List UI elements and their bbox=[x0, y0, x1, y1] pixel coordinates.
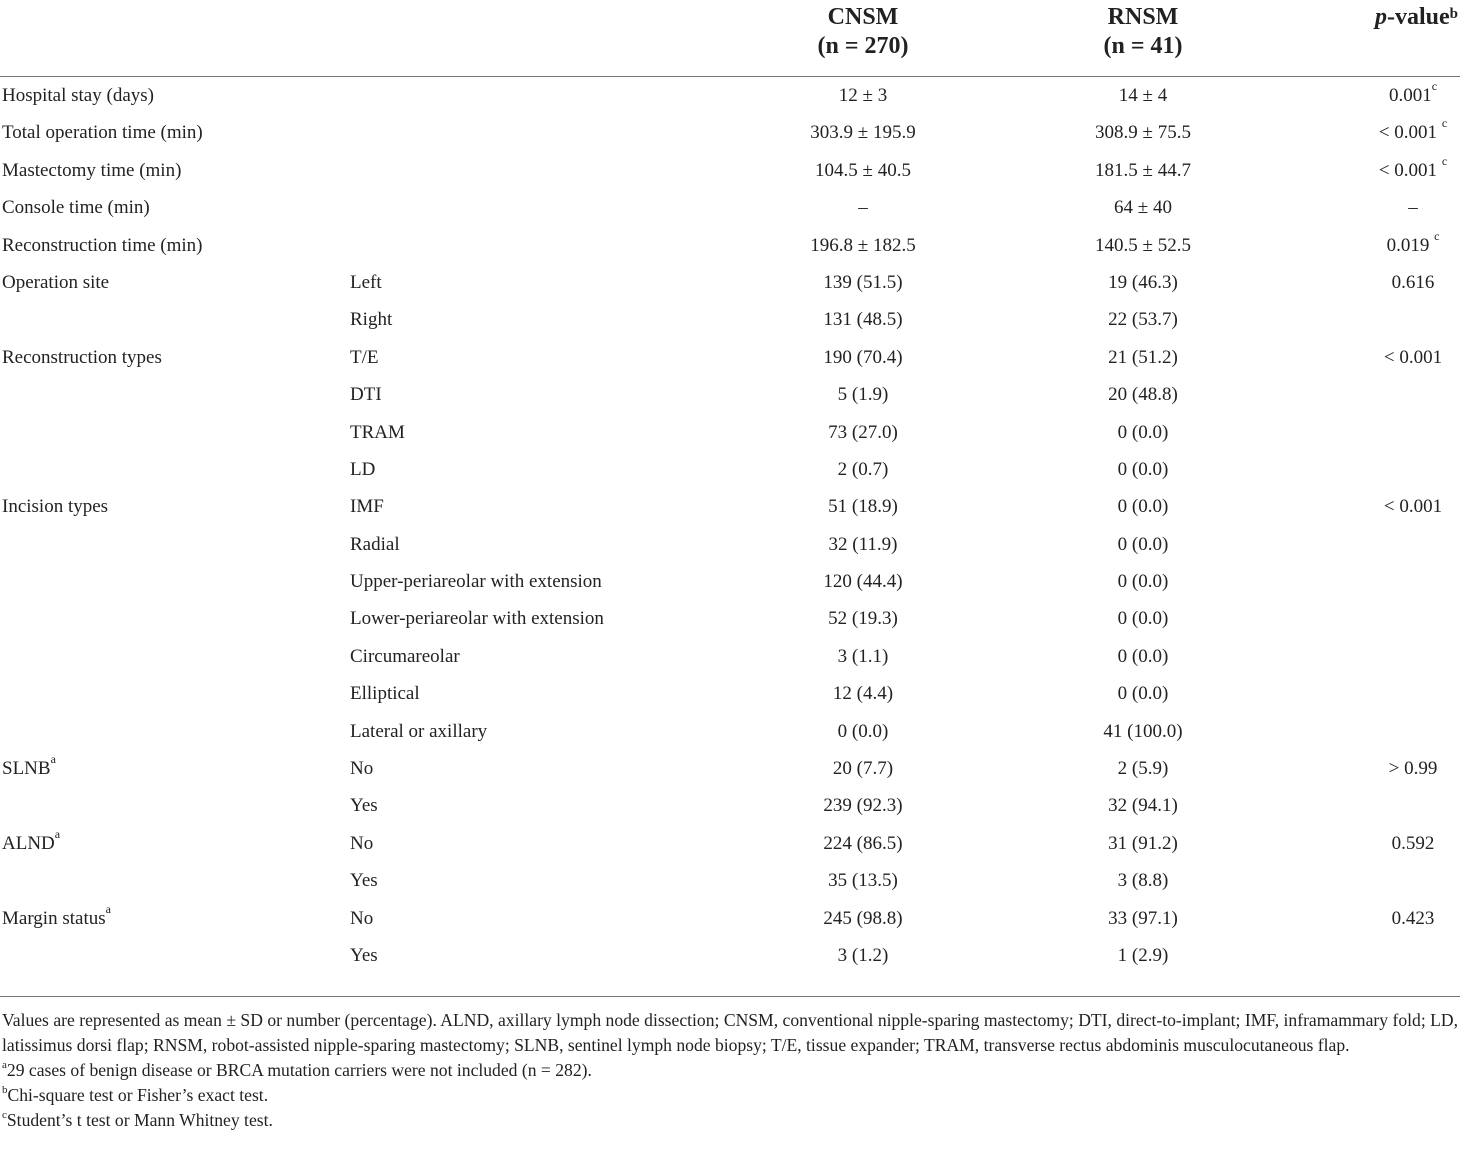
cell-rnsm: 1 (2.9) bbox=[1117, 944, 1169, 966]
cell-rnsm: 0 (0.0) bbox=[1117, 608, 1169, 630]
cell-rnsm: 0 (0.0) bbox=[1117, 683, 1169, 705]
footnote-c bbox=[2, 1108, 1458, 1133]
row-label bbox=[2, 825, 60, 862]
cell-rnsm: 0 (0.0) bbox=[1117, 421, 1169, 443]
row-subcategory: No bbox=[350, 758, 374, 780]
cell-p-value bbox=[1340, 189, 1460, 226]
row-label-text: Reconstruction time (min) bbox=[2, 234, 203, 256]
header-rnsm-n: (n = 41) bbox=[1103, 33, 1183, 59]
row-subcategory: Upper-periareolar with extension bbox=[350, 571, 602, 593]
row-label-text: Mastectomy time (min) bbox=[2, 159, 182, 181]
row-label-text: Console time (min) bbox=[2, 197, 150, 219]
cell-rnsm: 3 (8.8) bbox=[1117, 870, 1169, 892]
cell-p-text: < 0.001 bbox=[1383, 496, 1443, 518]
cell-cnsm: 0 (0.0) bbox=[837, 720, 889, 742]
table-row bbox=[0, 713, 1460, 750]
cell-p-text: 0.019 bbox=[1386, 234, 1435, 256]
row-subcategory: Elliptical bbox=[350, 683, 420, 705]
table-header bbox=[0, 0, 1460, 77]
footnote-a bbox=[2, 1058, 1458, 1083]
cell-rnsm: 0 (0.0) bbox=[1117, 533, 1169, 555]
cell-p-text: < 0.001 bbox=[1378, 159, 1442, 181]
footnote-b bbox=[2, 1083, 1458, 1108]
row-subcategory: TRAM bbox=[350, 421, 405, 443]
row-label bbox=[2, 189, 150, 226]
cell-cnsm: 303.9 ± 195.9 bbox=[810, 122, 916, 144]
footnote-c-marker: c bbox=[2, 1109, 7, 1121]
table-row bbox=[0, 862, 1460, 899]
row-subcategory: Yes bbox=[350, 944, 378, 966]
cell-rnsm: 41 (100.0) bbox=[1103, 720, 1183, 742]
row-label-sup: a bbox=[105, 901, 111, 916]
cell-rnsm: 0 (0.0) bbox=[1117, 571, 1169, 593]
table-row bbox=[0, 825, 1460, 862]
cell-rnsm: 64 ± 40 bbox=[1114, 197, 1172, 219]
table-row bbox=[0, 600, 1460, 637]
row-subcategory: Yes bbox=[350, 795, 378, 817]
cell-cnsm: 224 (86.5) bbox=[823, 832, 903, 854]
row-label bbox=[2, 339, 162, 376]
row-subcategory: Lateral or axillary bbox=[350, 720, 488, 742]
cell-cnsm: 3 (1.1) bbox=[837, 645, 889, 667]
table-body bbox=[0, 77, 1460, 974]
cell-p-value bbox=[1340, 264, 1460, 301]
cell-cnsm: 12 (4.4) bbox=[832, 683, 894, 705]
table-row bbox=[0, 301, 1460, 338]
cell-p-value bbox=[1340, 77, 1460, 114]
footer-rule bbox=[0, 996, 1460, 997]
footnote-c-text: Student’s t test or Mann Whitney test. bbox=[6, 1110, 273, 1130]
row-subcategory: Yes bbox=[350, 870, 378, 892]
cell-cnsm: 120 (44.4) bbox=[823, 571, 903, 593]
table-row bbox=[0, 339, 1460, 376]
footnote-b-marker: b bbox=[2, 1084, 8, 1096]
row-subcategory: No bbox=[350, 832, 374, 854]
row-label-sup: a bbox=[50, 752, 56, 767]
footnote-b-text: Chi-square test or Fisher’s exact test. bbox=[7, 1085, 269, 1105]
cell-p-text: > 0.99 bbox=[1388, 758, 1438, 780]
cell-p-sup: c bbox=[1441, 153, 1448, 168]
cell-rnsm: 20 (48.8) bbox=[1108, 384, 1178, 406]
row-subcategory: T/E bbox=[350, 346, 379, 368]
table-row bbox=[0, 114, 1460, 151]
row-subcategory: IMF bbox=[350, 496, 384, 518]
row-label bbox=[2, 264, 109, 301]
cell-cnsm: 35 (13.5) bbox=[828, 870, 898, 892]
row-label bbox=[2, 488, 108, 525]
table-row bbox=[0, 264, 1460, 301]
table-row bbox=[0, 152, 1460, 189]
row-subcategory: DTI bbox=[350, 384, 382, 406]
cell-rnsm: 308.9 ± 75.5 bbox=[1095, 122, 1191, 144]
cell-cnsm: 239 (92.3) bbox=[823, 795, 903, 817]
cell-cnsm: 2 (0.7) bbox=[837, 458, 889, 480]
table-row bbox=[0, 638, 1460, 675]
cell-p-text: < 0.001 bbox=[1378, 122, 1442, 144]
row-label bbox=[2, 900, 111, 937]
cell-rnsm: 19 (46.3) bbox=[1108, 271, 1178, 293]
row-label bbox=[2, 227, 203, 264]
table-row bbox=[0, 376, 1460, 413]
table-row bbox=[0, 937, 1460, 974]
cell-cnsm: 73 (27.0) bbox=[828, 421, 898, 443]
cell-rnsm: 33 (97.1) bbox=[1108, 907, 1178, 929]
row-subcategory: Right bbox=[350, 309, 393, 331]
table-row bbox=[0, 750, 1460, 787]
cell-p-value bbox=[1340, 750, 1460, 787]
row-label bbox=[2, 77, 154, 114]
cell-cnsm: – bbox=[858, 197, 868, 219]
cell-rnsm: 0 (0.0) bbox=[1117, 496, 1169, 518]
cell-p-value bbox=[1340, 900, 1460, 937]
header-rnsm-name: RNSM bbox=[1107, 4, 1179, 30]
row-label-text: Total operation time (min) bbox=[2, 122, 203, 144]
cell-p-value bbox=[1340, 339, 1460, 376]
row-label-text: ALND bbox=[2, 832, 55, 854]
row-subcategory: Circumareolar bbox=[350, 645, 460, 667]
row-label bbox=[2, 114, 203, 151]
row-label bbox=[2, 750, 56, 787]
row-subcategory: Lower-periareolar with extension bbox=[350, 608, 604, 630]
row-label-sup: a bbox=[54, 826, 61, 841]
row-label-text: Margin status bbox=[2, 907, 106, 929]
cell-cnsm: 3 (1.2) bbox=[837, 944, 889, 966]
row-label-text: Hospital stay (days) bbox=[2, 85, 154, 106]
table-row bbox=[0, 227, 1460, 264]
cell-p-text: 0.592 bbox=[1391, 832, 1435, 854]
cell-cnsm: 32 (11.9) bbox=[828, 533, 898, 555]
cell-p-value bbox=[1340, 152, 1460, 189]
cell-rnsm: 0 (0.0) bbox=[1117, 645, 1169, 667]
table-row bbox=[0, 77, 1460, 114]
cell-cnsm: 20 (7.7) bbox=[832, 758, 894, 780]
header-p-italic: p bbox=[1374, 4, 1387, 30]
cell-rnsm: 14 ± 4 bbox=[1118, 85, 1168, 106]
cell-p-text: < 0.001 bbox=[1383, 346, 1443, 368]
cell-rnsm: 181.5 ± 44.7 bbox=[1095, 159, 1191, 181]
header-cnsm bbox=[763, 3, 963, 61]
cell-cnsm: 51 (18.9) bbox=[828, 496, 898, 518]
footnote-main: Values are represented as mean ± SD or number (percentage). ALND, axillary lymph node dissection; CNSM, conventional nipple-sparing mastectomy; DTI, direct-to-implant; IMF, inframammary fold; LD, latissimus dorsi flap; RNSM, robot-assisted nipple-sparing mastectomy; SLNB, sentinel lymph node biopsy; T/E, tissue expander; TRAM, transverse rectus abdominis musculocutaneous flap. bbox=[2, 1010, 1458, 1055]
table-row bbox=[0, 675, 1460, 712]
cell-p-text: 0.616 bbox=[1391, 271, 1435, 293]
table-row bbox=[0, 189, 1460, 226]
row-label-text: Operation site bbox=[2, 271, 110, 293]
cell-rnsm: 0 (0.0) bbox=[1117, 458, 1169, 480]
table-row bbox=[0, 414, 1460, 451]
cell-cnsm: 5 (1.9) bbox=[837, 384, 889, 406]
cell-cnsm: 190 (70.4) bbox=[823, 346, 903, 368]
cell-p-value bbox=[1340, 114, 1460, 151]
row-subcategory: No bbox=[350, 907, 374, 929]
row-label-text: Reconstruction types bbox=[2, 346, 162, 368]
cell-cnsm: 12 ± 3 bbox=[838, 85, 888, 106]
cell-rnsm: 140.5 ± 52.5 bbox=[1095, 234, 1191, 256]
table-footnotes bbox=[2, 1008, 1458, 1133]
header-rnsm bbox=[1043, 3, 1243, 61]
header-p-sup: b bbox=[1449, 6, 1458, 22]
header-cnsm-n: (n = 270) bbox=[817, 33, 909, 59]
cell-rnsm: 31 (91.2) bbox=[1108, 832, 1178, 854]
cell-p-sup: c bbox=[1441, 116, 1448, 131]
header-p-value bbox=[1340, 3, 1458, 32]
cell-rnsm: 21 (51.2) bbox=[1108, 346, 1178, 368]
row-subcategory: Radial bbox=[350, 533, 400, 555]
cell-p-value bbox=[1340, 488, 1460, 525]
cell-p-sup: c bbox=[1434, 228, 1440, 243]
cell-cnsm: 139 (51.5) bbox=[823, 271, 903, 293]
cell-cnsm: 245 (98.8) bbox=[823, 907, 903, 929]
cell-p-value bbox=[1340, 825, 1460, 862]
header-p-rest: -value bbox=[1386, 4, 1450, 30]
row-label-text: SLNB bbox=[2, 758, 51, 780]
cell-rnsm: 32 (94.1) bbox=[1108, 795, 1178, 817]
footnote-a-marker: a bbox=[2, 1059, 7, 1071]
cell-rnsm: 2 (5.9) bbox=[1117, 758, 1169, 780]
table-row bbox=[0, 563, 1460, 600]
footnote-a-text: 29 cases of benign disease or BRCA mutation carriers were not included (n = 282). bbox=[6, 1060, 592, 1080]
row-subcategory: LD bbox=[350, 458, 376, 480]
cell-cnsm: 52 (19.3) bbox=[828, 608, 898, 630]
cell-p-value bbox=[1340, 227, 1460, 264]
cell-cnsm: 104.5 ± 40.5 bbox=[815, 159, 911, 181]
cell-p-sup: c bbox=[1431, 79, 1438, 93]
row-subcategory: Left bbox=[350, 271, 382, 293]
cell-cnsm: 196.8 ± 182.5 bbox=[810, 234, 916, 256]
cell-cnsm: 131 (48.5) bbox=[823, 309, 903, 331]
table-row bbox=[0, 488, 1460, 525]
cell-p-text: 0.423 bbox=[1391, 907, 1435, 929]
row-label bbox=[2, 152, 181, 189]
cell-p-text: 0.001 bbox=[1388, 85, 1432, 106]
table-row bbox=[0, 451, 1460, 488]
cell-rnsm: 22 (53.7) bbox=[1108, 309, 1178, 331]
row-label-text: Incision types bbox=[2, 496, 109, 518]
table-row bbox=[0, 900, 1460, 937]
table-row bbox=[0, 526, 1460, 563]
table-row bbox=[0, 787, 1460, 824]
cell-p-text: – bbox=[1408, 197, 1418, 219]
header-cnsm-name: CNSM bbox=[827, 4, 899, 30]
